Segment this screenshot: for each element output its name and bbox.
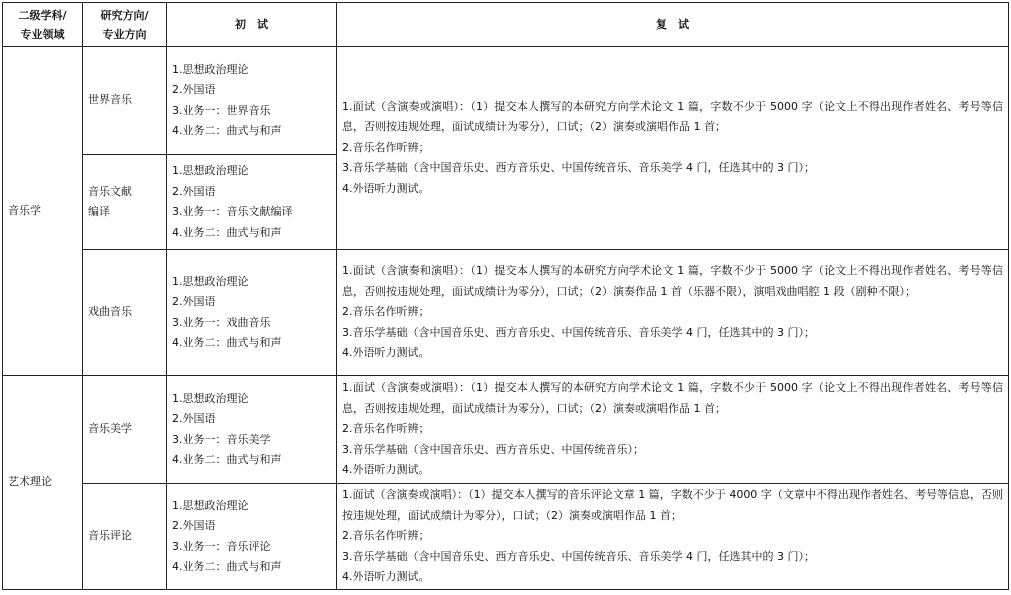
chushi-cell: 1.思想政治理论 2.外国语 3.业务一：世界音乐 4.业务二：曲式与和声 (167, 47, 337, 155)
chushi-cell: 1.思想政治理论 2.外国语 3.业务一：音乐美学 4.业务二：曲式与和声 (167, 376, 337, 484)
header-subject: 二级学科/ 专业领域 (3, 3, 83, 47)
direction-cell: 音乐文献 编译 (83, 155, 167, 250)
header-chushi: 初 试 (167, 3, 337, 47)
header-fushi: 复 试 (337, 3, 1009, 47)
fushi-cell: 1.面试（含演奏或演唱）：（1）提交本人撰写的本研究方向学术论文 1 篇，字数不少于 5000 字（论文上不得出现作者姓名、考号等信息，否则按违规处理，面试成绩计为零分），口试；（2）演奏或演唱作品 1 首； 2.音乐名作听辨； 3.音乐学基础（含中国音乐史、西方音乐史、中国传统音乐、音乐美学 4 门，任选其中的 3 门）； 4.外语听力测试。 (337, 47, 1009, 250)
table-row (3, 484, 1009, 590)
fushi-cell: 1.面试（含演奏或演唱）：（1）提交本人撰写的本研究方向学术论文 1 篇，字数不少于 5000 字（论文上不得出现作者姓名、考号等信息，否则按违规处理，面试成绩计为零分），口试；（2）演奏或演唱作品 1 首； 2.音乐名作听辨； 3.音乐学基础（含中国音乐史、西方音乐史、中国传统音乐）； 4.外语听力测试。 (337, 376, 1009, 484)
category-cell: 艺术理论 (3, 376, 83, 590)
direction-cell: 音乐美学 (83, 376, 167, 484)
direction-cell: 音乐评论 (83, 484, 167, 590)
category-cell: 音乐学 (3, 47, 83, 376)
header-direction: 研究方向/ 专业方向 (83, 3, 167, 47)
direction-cell: 世界音乐 (83, 47, 167, 155)
fushi-cell: 1.面试（含演奏或演唱）：（1）提交本人撰写的音乐评论文章 1 篇，字数不少于 4000 字（文章中不得出现作者姓名、考号等信息，否则按违规处理，面试成绩计为零分），口试；（2）演奏或演唱作品 1 首； 2.音乐名作听辨； 3.音乐学基础（含中国音乐史、西方音乐史、中国传统音乐、音乐美学 4 门，任选其中的 3 门）； 4.外语听力测试。 (337, 484, 1009, 590)
chushi-cell: 1.思想政治理论 2.外国语 3.业务一：音乐文献编译 4.业务二：曲式与和声 (167, 155, 337, 250)
fushi-cell: 1.面试（含演奏和演唱）：（1）提交本人撰写的本研究方向学术论文 1 篇，字数不少于 5000 字（论文上不得出现作者姓名、考号等信息，否则按违规处理，面试成绩计为零分），口试；（2）演奏作品 1 首（乐器不限），演唱戏曲唱腔 1 段（剧种不限）； 2.音乐名作听辨； 3.音乐学基础（含中国音乐史、西方音乐史、中国传统音乐、音乐美学 4 门，任选其中的 3 门）； 4.外语听力测试。 (337, 250, 1009, 376)
chushi-cell: 1.思想政治理论 2.外国语 3.业务一：戏曲音乐 4.业务二：曲式与和声 (167, 250, 337, 376)
table-row (3, 250, 1009, 376)
table-header-row (3, 3, 1009, 47)
chushi-cell: 1.思想政治理论 2.外国语 3.业务一：音乐评论 4.业务二：曲式与和声 (167, 484, 337, 590)
direction-cell: 戏曲音乐 (83, 250, 167, 376)
table-row (3, 376, 1009, 484)
exam-subjects-table (2, 2, 1009, 590)
table-row (3, 47, 1009, 155)
